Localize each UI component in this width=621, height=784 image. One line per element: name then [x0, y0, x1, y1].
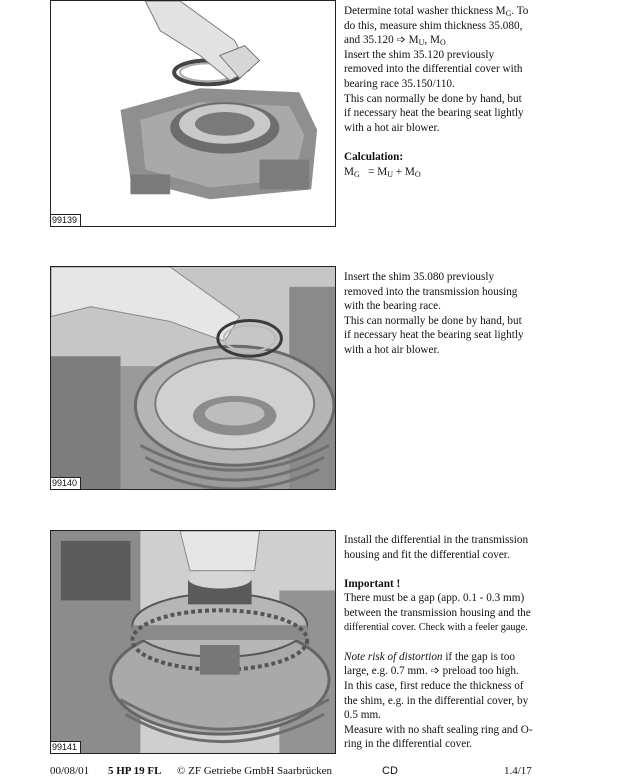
text-block-3 — [344, 533, 569, 752]
figure-1-photo — [51, 1, 335, 226]
text-line: if necessary heat the bearing seat lightly — [344, 107, 524, 120]
text-line: Measure with no shaft sealing ring and O- — [344, 723, 533, 736]
calculation-formula: $M_G = M_U + M_O$ — [344, 165, 421, 179]
footer-model: 5 HP 19 FL — [108, 765, 162, 777]
text-line: removed into the differential cover with — [344, 63, 523, 76]
text-line: between the transmission housing and the — [344, 606, 531, 619]
text-line: the shim, e.g. in the differential cover, by — [344, 694, 529, 707]
text-line: Note risk of distortion if the gap is too — [344, 650, 515, 663]
text-line: with the bearing race. — [344, 300, 441, 313]
text-line: bearing race 35.150/110. — [344, 77, 455, 90]
figure-1 — [50, 0, 336, 227]
text-line: 0.5 mm. — [344, 709, 381, 722]
footer-page-number: 1.4/17 — [504, 765, 532, 777]
figure-number: 99139 — [51, 214, 81, 226]
figure-2-photo — [51, 267, 335, 489]
footer-code: CD — [382, 765, 398, 777]
text-line: differential cover. Check with a feeler gauge. — [344, 621, 528, 633]
figure-2 — [50, 266, 336, 490]
text-block-1 — [344, 4, 569, 179]
text-line: Insert the shim 35.120 previously — [344, 48, 495, 61]
text-line: housing and fit the differential cover. — [344, 548, 510, 561]
figure-3 — [50, 530, 336, 754]
text-line: This can normally be done by hand, but — [344, 314, 522, 327]
figure-3-photo — [51, 531, 335, 753]
text-line: with a hot air blower. — [344, 121, 440, 134]
figure-number: 99140 — [51, 477, 81, 489]
text-line: if necessary heat the bearing seat lightly — [344, 329, 524, 342]
text-line: This can normally be done by hand, but — [344, 92, 522, 105]
text-line: Install the differential in the transmission — [344, 534, 529, 546]
text-line: removed into the transmission housing — [344, 285, 518, 298]
text-line: do this, measure shim thickness 35.080, — [344, 19, 523, 32]
text-line: There must be a gap (app. 0.1 - 0.3 mm) — [344, 592, 525, 605]
footer-company: © ZF Getriebe GmbH Saarbrücken — [177, 765, 332, 777]
text-line: with a hot air blower. — [344, 343, 440, 356]
text-line: and 35.120 ➩ $M_U$, $M_O$ — [344, 34, 446, 48]
text-line: In this case, first reduce the thickness of — [344, 679, 524, 692]
text-line: ring in the differential cover. — [344, 738, 473, 751]
footer-date: 00/08/01 — [50, 765, 90, 777]
text-line: Determine total washer thickness $M_G$. To — [344, 5, 529, 18]
text-line: large, e.g. 0.7 mm. ➩ preload too high. — [344, 665, 519, 678]
calculation-heading: Calculation: — [344, 150, 404, 163]
text-line: Insert the shim 35.080 previously — [344, 271, 495, 283]
important-heading: Important ! — [344, 577, 401, 590]
figure-number: 99141 — [51, 741, 81, 753]
text-block-2 — [344, 270, 569, 358]
